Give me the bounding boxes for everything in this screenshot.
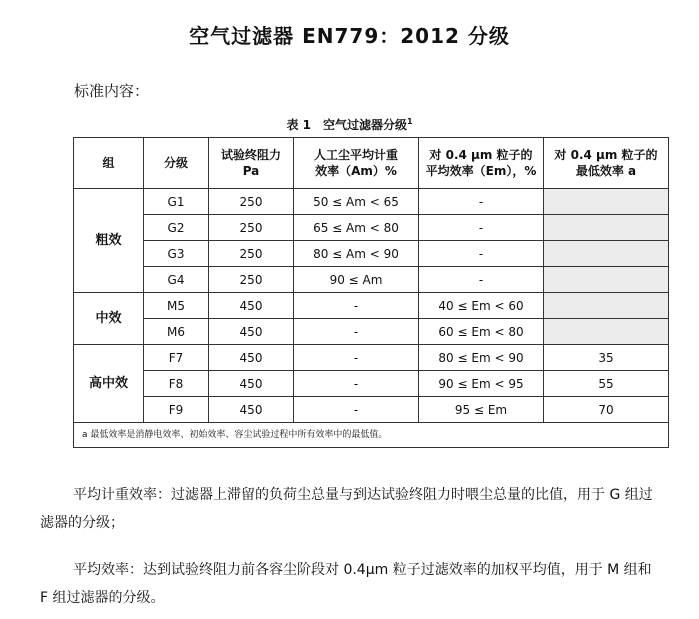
table-row [74,319,669,345]
table-cell [144,319,209,345]
table-cell [419,371,544,397]
cell-value: - [353,402,359,417]
column-header-line: 分级 [163,156,188,170]
column-header-line: 平均效率（Em），% [425,164,537,178]
cell-value: 60 ≤ Em < 80 [438,324,524,339]
cell-value: - [353,350,359,365]
group-cell [74,345,144,423]
table-cell [544,267,669,293]
table-cell [209,397,294,423]
cell-value: 55 [598,376,614,391]
column-header [144,138,209,189]
table-cell [294,293,419,319]
table-caption [0,116,699,133]
cell-value: - [478,194,484,209]
column-header-line: 最低效率 a [575,164,637,178]
table-row [74,345,669,371]
table-cell [144,397,209,423]
group-name: 中效 [95,310,122,326]
table-cell [419,215,544,241]
cell-value: 250 [239,194,263,209]
table-row [74,241,669,267]
table-cell [144,215,209,241]
table-cell [209,215,294,241]
table-cell [209,371,294,397]
cell-value: 65 ≤ Am < 80 [313,220,399,235]
cell-value: 40 ≤ Em < 60 [438,298,524,313]
cell-value: G2 [167,220,185,235]
column-header-line: 对 0.4 μm 粒子的 [554,148,658,162]
cell-value: - [478,246,484,261]
table-cell [144,189,209,215]
table-footnote [74,423,669,448]
column-header [419,138,544,189]
column-header-line: 组 [102,156,115,170]
cell-value: 70 [598,402,614,417]
cell-value: - [353,324,359,339]
table-cell [294,345,419,371]
table-cell [419,345,544,371]
cell-value: 50 ≤ Am < 65 [313,194,399,209]
cell-value: 95 ≤ Em [454,402,508,417]
table-row [74,397,669,423]
column-header-line: Pa [242,164,260,178]
document-title: 空气过滤器 EN779：2012 分级 [189,24,510,48]
table-cell [544,215,669,241]
cell-value: 450 [239,350,263,365]
table-caption-text: 表 1 空气过滤器分级 [286,118,407,132]
cell-value: 250 [239,220,263,235]
table-cell [419,319,544,345]
cell-value: 90 ≤ Em < 95 [438,376,524,391]
cell-value: 35 [598,350,614,365]
table-cell [144,267,209,293]
table-caption-footnote-mark: 1 [406,117,413,126]
group-cell [74,189,144,293]
cell-value: - [353,376,359,391]
table-footnote-row [74,423,669,448]
table-cell [294,397,419,423]
section-subheading: 标准内容： [74,82,150,100]
cell-value: 450 [239,298,263,313]
table-cell [544,371,669,397]
cell-value: 90 ≤ Am [329,272,383,287]
table-cell [419,397,544,423]
table-row [74,371,669,397]
cell-value: - [478,272,484,287]
paragraph-text: 平均效率：达到试验终阻力前各容尘阶段对 0.4μm 粒子过滤效率的加权平均值，用于 M 组和 F 组过滤器的分级。 [40,562,652,606]
cell-value: 80 ≤ Am < 90 [313,246,399,261]
cell-value: G4 [167,272,185,287]
column-header [209,138,294,189]
filter-classification-table [73,137,669,448]
cell-value: 250 [239,272,263,287]
table-cell [544,241,669,267]
cell-value: G1 [167,194,185,209]
table-cell [209,345,294,371]
table-cell [544,293,669,319]
cell-value: 450 [239,402,263,417]
column-header-line: 人工尘平均计重 [313,148,398,162]
cell-value: - [353,298,359,313]
group-cell [74,293,144,345]
table-cell [294,267,419,293]
column-header-line: 试验终阻力 [220,148,281,162]
table-cell [209,189,294,215]
cell-value: 80 ≤ Em < 90 [438,350,524,365]
table-cell [209,267,294,293]
table-cell [419,267,544,293]
table-cell [209,319,294,345]
column-header [294,138,419,189]
table-cell [144,371,209,397]
cell-value: M6 [167,324,185,339]
table-cell [544,189,669,215]
table-cell [144,293,209,319]
table-row [74,267,669,293]
table-cell [544,345,669,371]
table-cell [419,189,544,215]
table-cell [419,241,544,267]
paragraph-text: 平均计重效率：过滤器上滞留的负荷尘总量与到达试验终阻力时喂尘总量的比值，用于 G 组过滤器的分级； [40,487,653,531]
table-cell [419,293,544,319]
paragraph-average-efficiency [40,556,662,612]
group-name: 高中效 [88,375,128,391]
table-cell [209,241,294,267]
cell-value: 450 [239,376,263,391]
table-cell [544,397,669,423]
table-cell [144,241,209,267]
table-cell [209,293,294,319]
table-row [74,189,669,215]
table-cell [294,319,419,345]
cell-value: F8 [168,376,184,391]
column-header-line: 效率（Am）% [315,164,397,178]
table-row [74,293,669,319]
table-header-row [74,138,669,189]
table-row [74,215,669,241]
table-cell [544,319,669,345]
paragraph-gravimetric-efficiency [40,481,662,537]
group-name: 粗效 [95,232,122,248]
table-cell [294,189,419,215]
cell-value: - [478,220,484,235]
cell-value: M5 [167,298,185,313]
table-cell [294,241,419,267]
cell-value: G3 [167,246,185,261]
column-header-line: 对 0.4 μm 粒子的 [429,148,533,162]
cell-value: 450 [239,324,263,339]
column-header [74,138,144,189]
cell-value: F7 [168,350,184,365]
cell-value: 250 [239,246,263,261]
table-cell [294,371,419,397]
table-cell [294,215,419,241]
column-header [544,138,669,189]
cell-value: F9 [168,402,184,417]
footnote-text: a 最低效率是消静电效率、初始效率、容尘试验过程中所有效率中的最低值。 [82,430,388,440]
table-cell [144,345,209,371]
